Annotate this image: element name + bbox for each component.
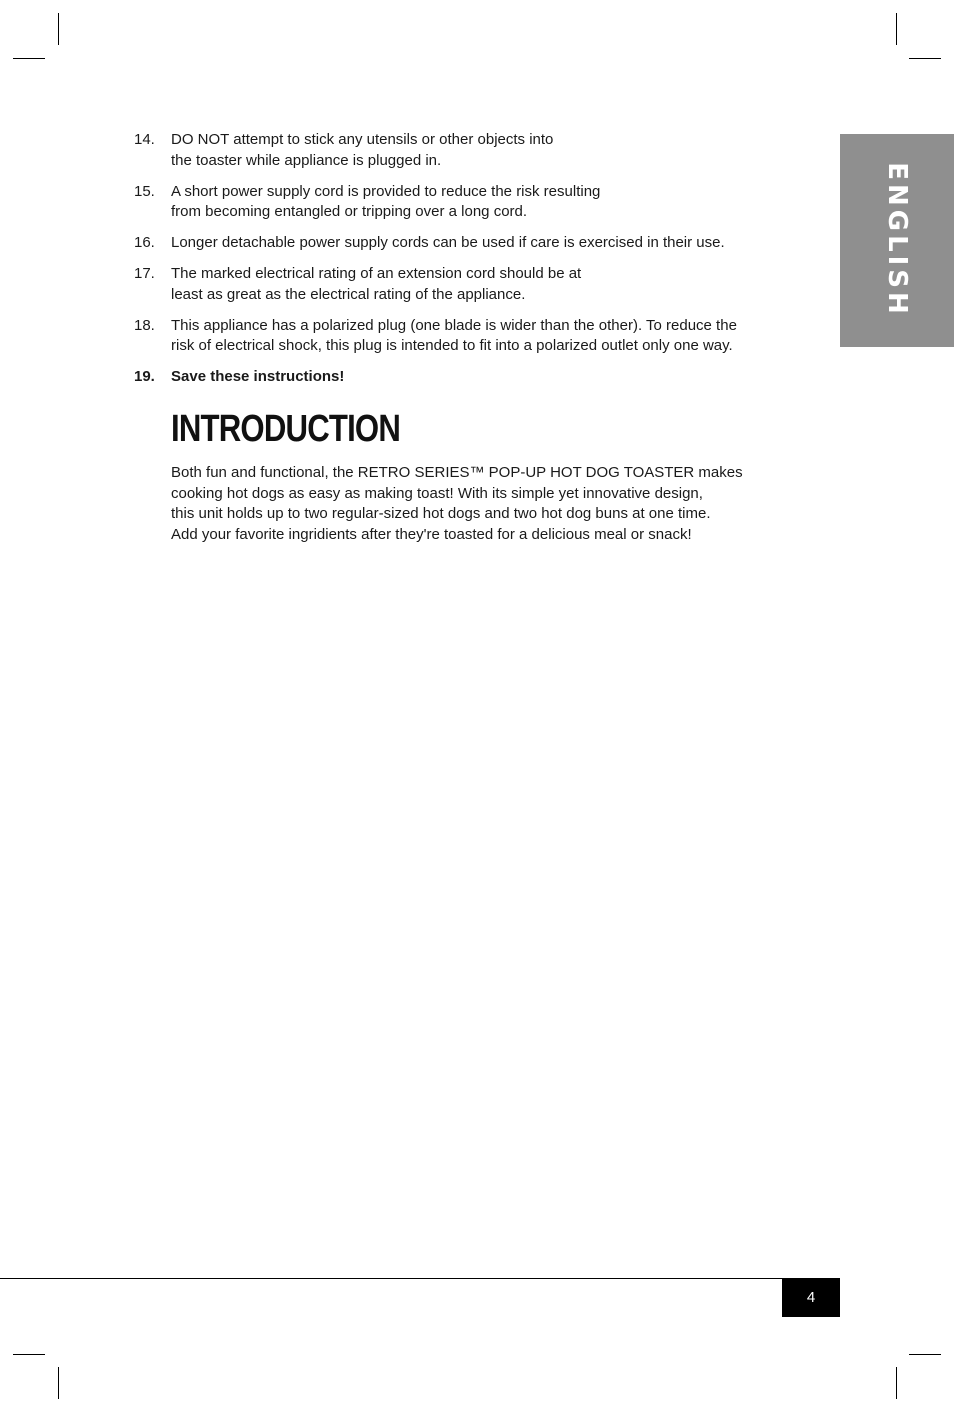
safety-instructions-list [134,130,794,398]
list-item-line: The marked electrical rating of an extension cord should be at [171,265,582,282]
list-item-line: A short power supply cord is provided to reduce the risk resulting [171,182,601,200]
crop-mark [13,58,45,59]
page-number-box [782,1278,840,1317]
crop-mark [909,1354,941,1355]
paragraph-line: Add your favorite ingridients after they're toasted for a delicious meal or snack! [171,525,692,543]
crop-mark [909,58,941,59]
list-item-line: from becoming entangled or tripping over a long cord. [171,203,528,220]
list-item-line: This appliance has a polarized plug (one blade is wider than the other). To reduce the [171,316,737,334]
list-item-number: 19. [134,368,155,385]
crop-mark [896,1367,897,1399]
paragraph-line: this unit holds up to two regular-sized hot dogs and two hot dog buns at one time. [171,505,711,522]
list-item [134,130,794,171]
list-item-line: Save these instructions! [171,368,345,385]
list-item-number: 14. [134,131,155,148]
list-item-number: 16. [134,234,155,251]
section-heading: INTRODUCTION [171,408,401,450]
list-item [134,367,794,388]
introduction-paragraph [171,463,781,545]
page-number: 4 [806,1289,816,1306]
list-item-line: risk of electrical shock, this plug is intended to fit into a polarized outlet only one way. [171,337,733,354]
crop-mark [13,1354,45,1355]
list-item-line: least as great as the electrical rating of the appliance. [171,285,526,303]
list-item [134,316,794,357]
list-item [134,182,794,223]
list-item-line: the toaster while appliance is plugged in. [171,151,442,169]
crop-mark [58,1367,59,1399]
list-item [134,233,794,254]
list-item-number: 18. [134,316,155,334]
language-tab-label: ENGLISH [882,162,912,318]
paragraph-line: cooking hot dogs as easy as making toast! With its simple yet innovative design, [171,484,703,502]
list-item [134,264,794,305]
list-item-line: Longer detachable power supply cords can be used if care is exercised in their use. [171,234,725,251]
crop-mark [58,13,59,45]
language-tab [840,134,954,347]
list-item-number: 15. [134,182,155,200]
list-item-number: 17. [134,265,155,282]
paragraph-line: Both fun and functional, the RETRO SERIES™ POP-UP HOT DOG TOASTER makes [171,464,743,481]
crop-mark [896,13,897,45]
footer-divider [0,1278,840,1279]
list-item-line: DO NOT attempt to stick any utensils or other objects into [171,131,554,148]
